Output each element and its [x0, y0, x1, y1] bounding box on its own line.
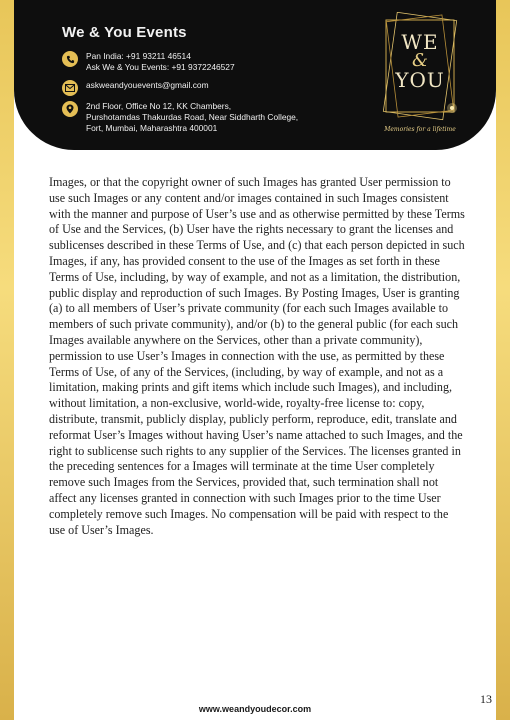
logo-tagline: Memories for a lifetime: [384, 126, 456, 133]
logo-we-text: WE: [401, 30, 439, 54]
location-pin-icon: [62, 101, 78, 117]
company-name: We & You Events: [62, 24, 187, 41]
address-contact: [62, 101, 298, 134]
phone-contact: [62, 51, 235, 73]
mail-icon: [62, 80, 78, 96]
footer-website-url: www.weandyoudecor.com: [198, 704, 312, 714]
gold-border-right: [496, 0, 510, 720]
letterhead-header: [14, 0, 496, 150]
email-contact: [62, 80, 209, 96]
phone-line-pan-india: Pan India: +91 93211 46514: [86, 51, 191, 61]
logo-ampersand-text: &: [411, 50, 429, 71]
phone-line-ask: Ask We & You Events: +91 9372246527: [86, 62, 235, 72]
phone-icon: [62, 51, 78, 67]
logo-you-text: YOU: [395, 68, 445, 92]
gold-border-left: [0, 0, 14, 720]
page-number: 13: [480, 692, 492, 706]
address-line-1: 2nd Floor, Office No 12, KK Chambers,: [86, 101, 232, 111]
email-text: askweandyouevents@gmail.com: [86, 80, 209, 90]
terms-paragraph: Images, or that the copyright owner of such Images has granted User permission to use such Images or any content and/or images contained in such Images consistent with the manner and purpose of User’s use and as otherwise permitted by these Terms of Use and the Services, (b) User have the rights necessary to grant the licenses and sublicenses described in these Terms of Use, and (c) that each person depicted in such Images, if any, has provided consent to the use of the Images as set forth in these Terms of Use, including, by way of example, and not as a limitation, the distribution, public display and reproduction of such Images. By Posting Images, User is granting (a) to all members of User’s private community (for each such Images available to members of such private community), and/or (b) to the general public (for each such Images available anywhere on the Services, other than a private community), permission to use User’s Images in connection with the use, as permitted by these Terms of Use, of any of the Services, (including, by way of example, and not as a limitation, making prints and gift items which include such Images), and including, without limitation, a non-exclusive, world-wide, royalty-free license to: copy, distribute, transmit, publicly display, publicly perform, reproduce, edit, translate and reformat User’s Images without having User’s name attached to such Images, and the right to sublicense such rights to any supplier of the Services. The licenses granted in the preceding sentences for a Images will terminate at the time User completely remove such Images from the Services, provided that, such termination shall not affect any licenses granted in connection with such Images prior to the time User completely remove such Images. No compensation will be paid with respect to the use of User’s Images.: [49, 175, 465, 537]
address-line-2: Purshotamdas Thakurdas Road, Near Siddharth College,: [86, 112, 299, 122]
brand-logo: [370, 12, 470, 133]
address-line-3: Fort, Mumbai, Maharashtra 400001: [86, 123, 218, 133]
